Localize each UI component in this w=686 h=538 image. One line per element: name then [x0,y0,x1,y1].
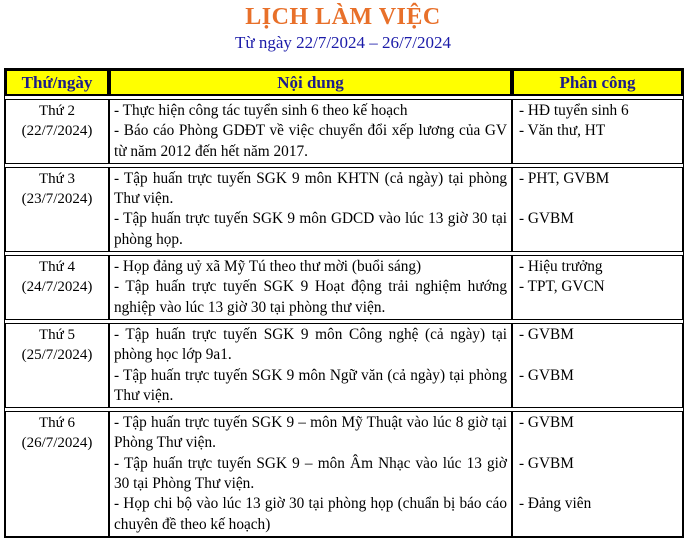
assignee: - GVBM [519,454,574,472]
content-cell [109,255,512,320]
content-item: - Tập huấn trực tuyến SGK 9 môn Ngữ văn (cả ngày) tại phòng Thư viện. [114,366,507,404]
content-item: - Tập huấn trực tuyến SGK 9 – môn Mỹ Thuật vào lúc 8 giờ tại Phòng Thư viện. [114,414,507,452]
content-item: - Tập huấn trực tuyến SGK 9 – môn Âm Nhạc vào lúc 13 giờ 30 tại Phòng Thư viện. [114,454,507,493]
content-item: - Báo cáo Phòng GDĐT về việc chuyển đổi xếp lương của GV từ năm 2012 đến hết năm 2017. [114,122,507,160]
table-row [5,411,683,537]
assignee: - Đảng viên [519,495,592,513]
assignee: - TPT, GVCN [519,278,605,296]
assignee: - HĐ tuyển sinh 6 [519,102,629,119]
assign-cell [512,167,683,252]
content-cell [109,411,512,537]
day-name: Thứ 5 [38,326,76,343]
day-name: Thứ 4 [38,259,76,276]
assignee [519,189,678,209]
day-date: (23/7/2024) [21,190,93,207]
day-cell [5,411,109,537]
day-cell [5,99,109,164]
content-item: - Họp đảng uỷ xã Mỹ Tú theo thư mời (buổi sáng) [114,258,422,276]
content-cell [109,99,512,164]
table-header-row [5,69,683,96]
assignee: - PHT, GVBM [519,169,610,187]
schedule-body [5,96,683,537]
content-item: - Tập huấn trực tuyến SGK 9 môn Công nghệ (cả ngày) tại phòng học lớp 9a1. [114,325,507,364]
day-name: Thứ 3 [38,170,76,187]
assign-cell [512,411,683,537]
assignee: - GVBM [519,414,574,432]
content-cell [109,323,512,408]
assignee [519,433,678,453]
assignee: - GVBM [519,210,574,228]
assignee: - GVBM [519,366,574,384]
content-cell [109,167,512,252]
day-date: (22/7/2024) [21,123,93,139]
day-name: Thứ 6 [38,415,76,432]
date-range: Từ ngày 22/7/2024 – 26/7/2024 [234,33,452,52]
day-name: Thứ 2 [38,103,76,119]
content-item: - Tập huấn trực tuyến SGK 9 Hoạt động trải nghiệm hướng nghiệp vào lúc 13 giờ 30 tại phòng thư viện. [114,278,507,316]
day-cell [5,323,109,408]
day-cell [5,255,109,320]
content-item: - Thực hiện công tác tuyển sinh 6 theo kế hoạch [114,102,408,119]
assign-cell [512,323,683,408]
content-item: - Họp chi bộ vào lúc 13 giờ 30 tại phòng họp (chuẩn bị báo cáo chuyên đề theo kế hoạch) [114,495,507,533]
table-row [5,255,683,320]
assignee: - GVBM [519,325,574,343]
content-item: - Tập huấn trực tuyến SGK 9 môn KHTN (cả ngày) tại phòng Thư viện. [114,169,507,208]
content-item: - Tập huấn trực tuyến SGK 9 môn GDCD vào lúc 13 giờ 30 tại phòng họp. [114,210,507,248]
assignee: - Văn thư, HT [519,122,606,140]
assign-cell [512,99,683,164]
assignee: - Hiệu trưởng [519,258,603,276]
day-date: (24/7/2024) [21,279,93,296]
header-day: Thứ/ngày [5,69,109,96]
assignee [519,474,678,494]
day-date: (26/7/2024) [21,435,93,452]
day-cell [5,167,109,252]
table-row [5,323,683,408]
table-row [5,167,683,252]
page-title: LỊCH LÀM VIỆC [245,4,441,30]
day-date: (25/7/2024) [21,346,93,363]
assignee [519,345,678,365]
header-assign: Phân công [512,69,683,96]
header-content: Nội dung [109,69,512,96]
assign-cell [512,255,683,320]
schedule-table [4,68,684,538]
table-row [5,99,683,164]
